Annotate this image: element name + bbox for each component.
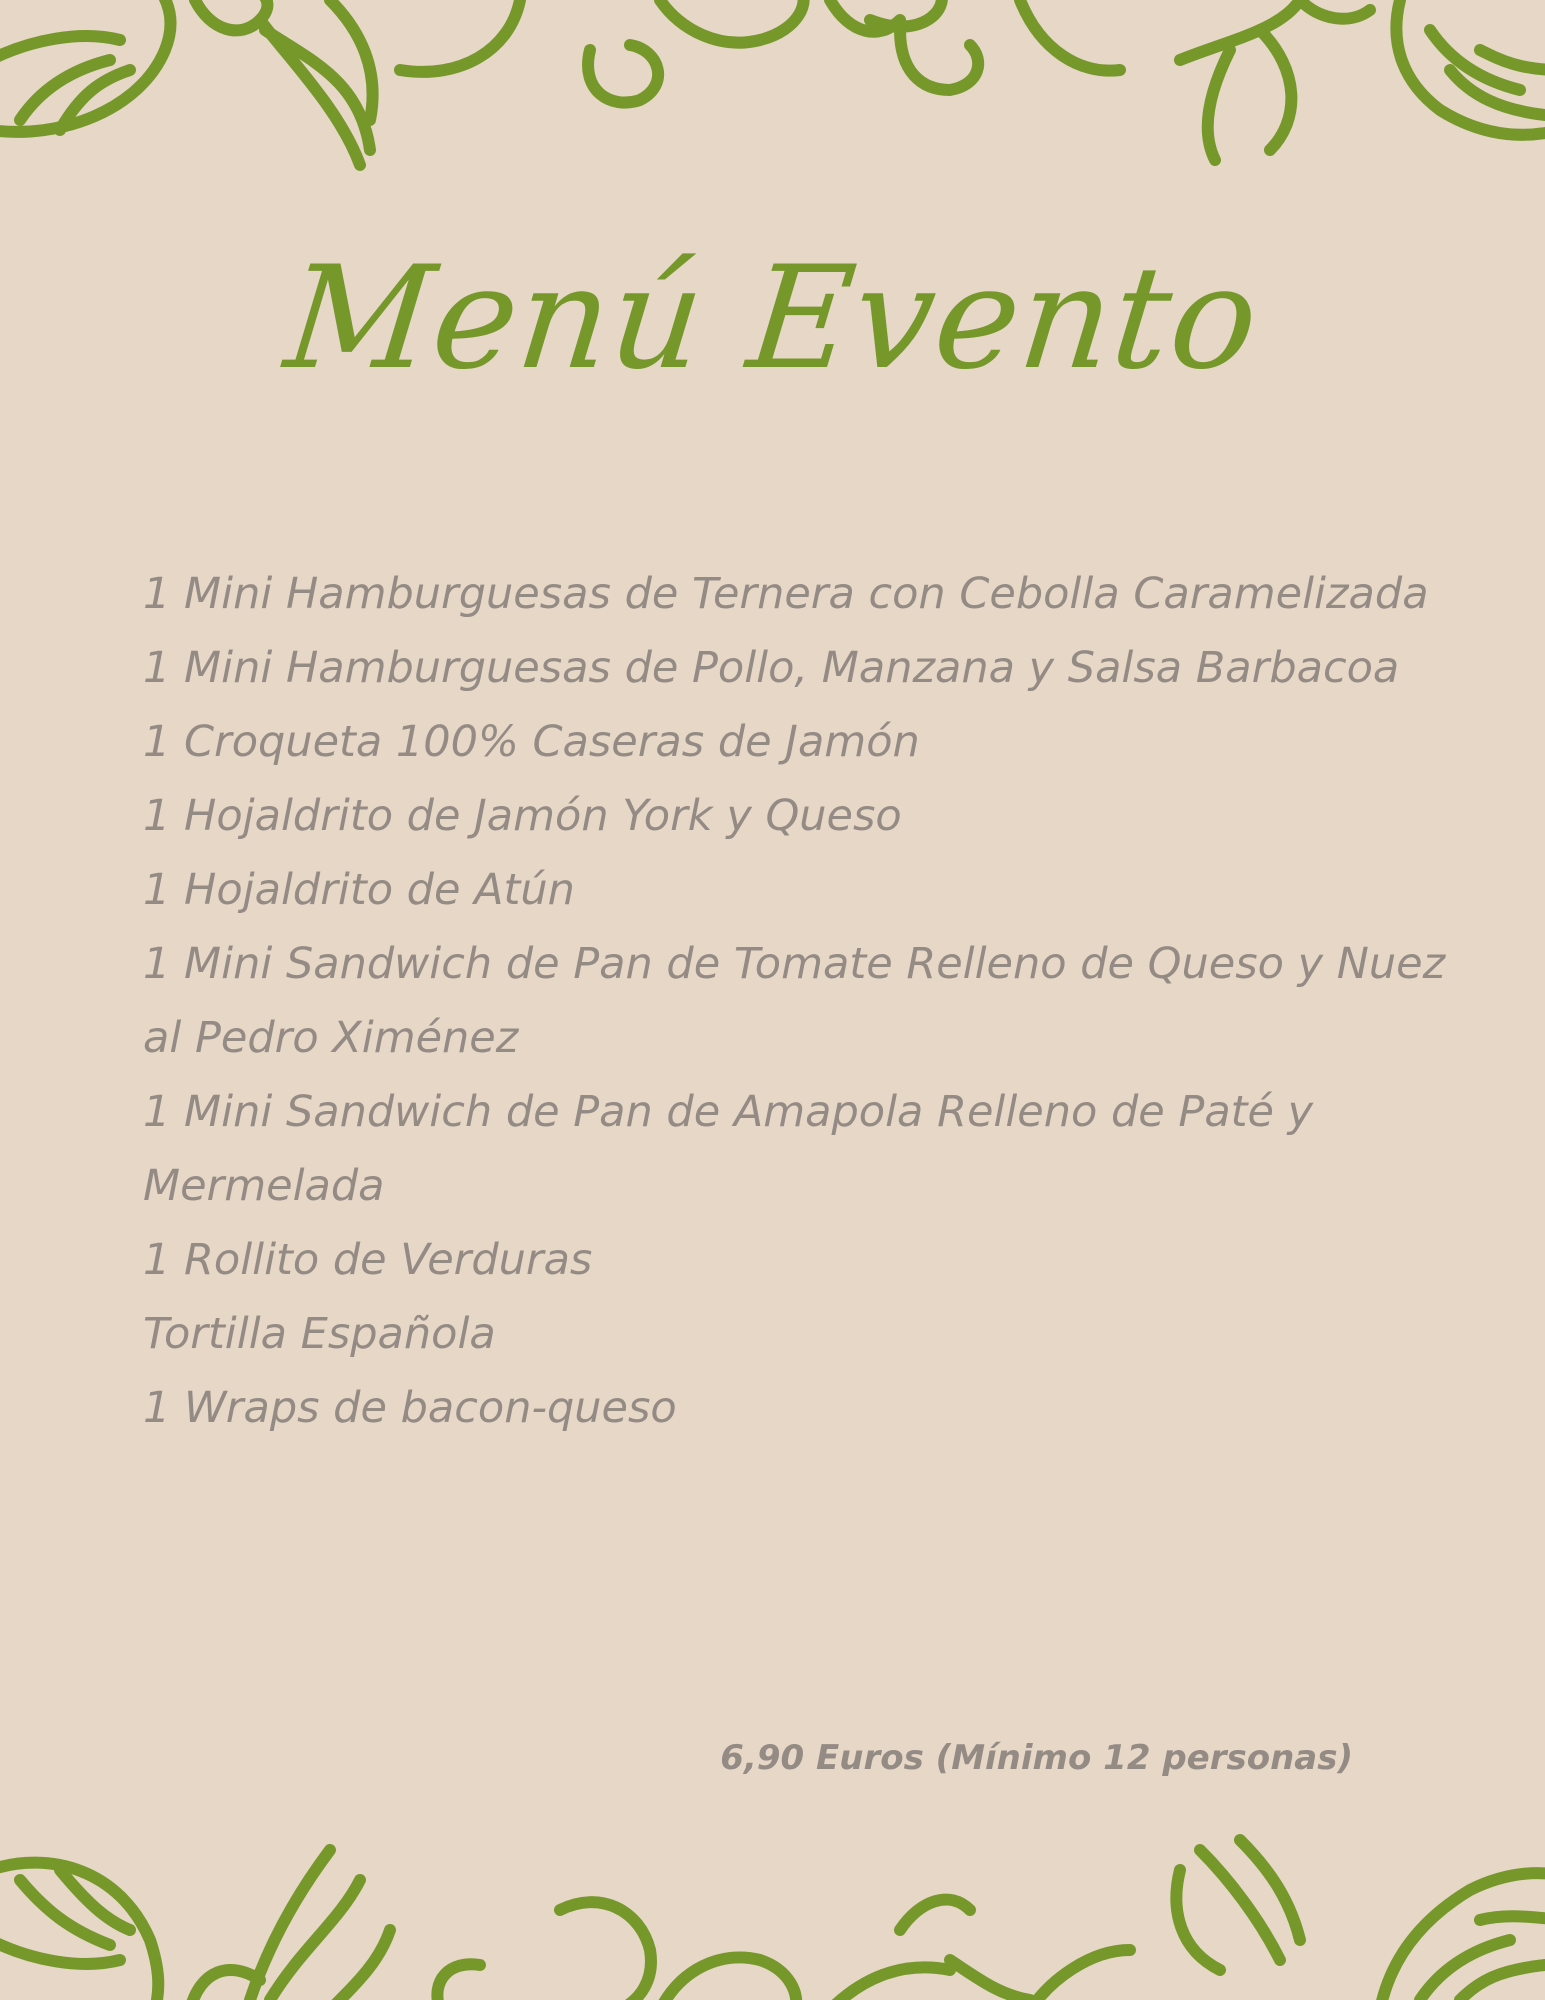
menu-item: 1 Hojaldrito de Atún xyxy=(143,865,575,915)
menu-item: 1 Hojaldrito de Jamón York y Queso xyxy=(143,791,902,841)
menu-item: 1 Wraps de bacon-queso xyxy=(143,1383,677,1433)
leaf-vine-border-top xyxy=(0,0,1545,190)
menu-items-list xyxy=(143,557,1446,1445)
menu-item: Tortilla Española xyxy=(143,1309,496,1359)
menu-item: 1 Croqueta 100% Caseras de Jamón xyxy=(143,717,920,767)
menu-title: Menú Evento xyxy=(278,236,1267,401)
menu-item: 1 Rollito de Verduras xyxy=(143,1235,593,1285)
price-note: 6,90 Euros (Mínimo 12 personas) xyxy=(720,1738,1353,1778)
menu-item: 1 Mini Hamburguesas de Pollo, Manzana y Salsa Barbacoa xyxy=(143,643,1400,693)
menu-item: Mermelada xyxy=(143,1161,385,1211)
menu-item: al Pedro Ximénez xyxy=(143,1013,519,1063)
menu-item: 1 Mini Hamburguesas de Ternera con Cebolla Caramelizada xyxy=(143,569,1429,619)
menu-item: 1 Mini Sandwich de Pan de Amapola Relleno de Paté y xyxy=(143,1087,1314,1137)
leaf-vine-border-bottom xyxy=(0,1810,1545,2000)
menu-item: 1 Mini Sandwich de Pan de Tomate Relleno de Queso y Nuez xyxy=(143,939,1446,989)
